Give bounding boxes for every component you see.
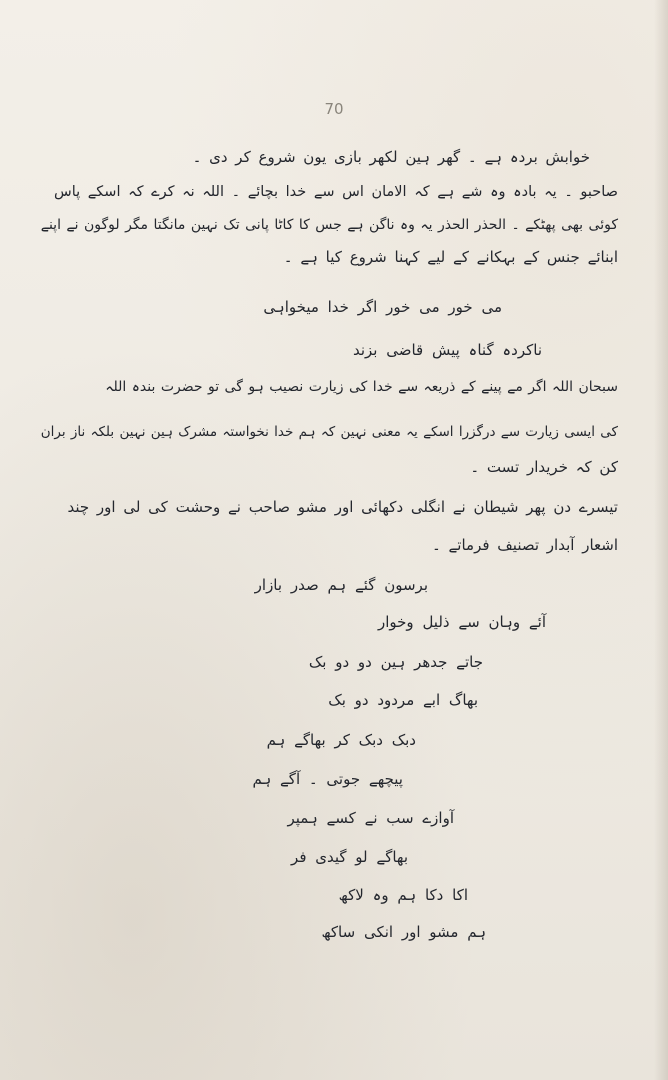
poem-line-5: دبک دبک کر بھاگے ہم xyxy=(266,731,416,749)
couplet-line-2: ناکردہ گناہ پیش قاضی بزند xyxy=(352,341,542,359)
text-line-8: تیسرے دن پھر شیطان نے انگلی دکھائی اور مشو صاحب نے وحشت کی لی اور چند xyxy=(67,498,618,516)
poem-line-2: آئے وہان سے ذلیل وخوار xyxy=(378,613,546,631)
page-edge-shadow xyxy=(654,0,668,1080)
poem-line-8: بھاگے لو گیدی فر xyxy=(291,848,408,866)
poem-line-7: آوازے سب نے کسے ہمپر xyxy=(287,809,454,827)
page-number: 70 xyxy=(324,100,344,118)
text-line-7: کن کہ خریدار تست ۔ xyxy=(470,458,618,476)
text-line-1: خوابش بردہ ہے ۔ گھر ہین لکھر بازی یون شروع کر دی ۔ xyxy=(192,148,590,166)
poem-line-10: ہم مشو اور انکی ساکھ xyxy=(321,923,486,941)
text-line-9: اشعار آبدار تصنیف فرماتے ۔ xyxy=(431,536,618,554)
text-line-6: کی ایسی زیارت سے درگزرا اسکے یہ معنی نہین کہ ہم خدا نخواستہ مشرک ہین نہین بلکہ ناز بران xyxy=(40,424,618,440)
poem-line-3: جاتے جدھر ہین دو دو بک xyxy=(308,653,483,671)
text-line-3: کوئی بھی پھٹکے ۔ الحذر الحذر یہ وہ ناگن ہے جس کا کاٹا پانی تک نہین مانگتا مگر لوگون نے اپنے xyxy=(40,217,618,233)
text-line-4: ابنائے جنس کے بہکانے کے لیے کہنا شروع کیا ہے ۔ xyxy=(283,248,618,266)
poem-line-6: پیچھے جوتی ۔ آگے ہم xyxy=(252,770,403,788)
text-line-5: سبحان اللہ اگر مے پینے کے ذریعہ سے خدا کی زیارت نصیب ہو گی تو حضرت بندہ اللہ xyxy=(105,379,618,395)
poem-line-4: بھاگ ابے مردود دو بک xyxy=(328,691,478,709)
poem-line-1: برسون گئے ہم صدر بازار xyxy=(254,576,428,594)
text-line-2: صاحبو ۔ یہ بادہ وہ شے ہے کہ الامان اس سے خدا بچائے ۔ اللہ نہ کرے کہ اسکے پاس xyxy=(54,184,618,200)
couplet-line-1: می خور می خور اگر خدا میخواہی xyxy=(263,298,502,316)
poem-line-9: اکا دکا ہم وہ لاکھ xyxy=(338,886,468,904)
